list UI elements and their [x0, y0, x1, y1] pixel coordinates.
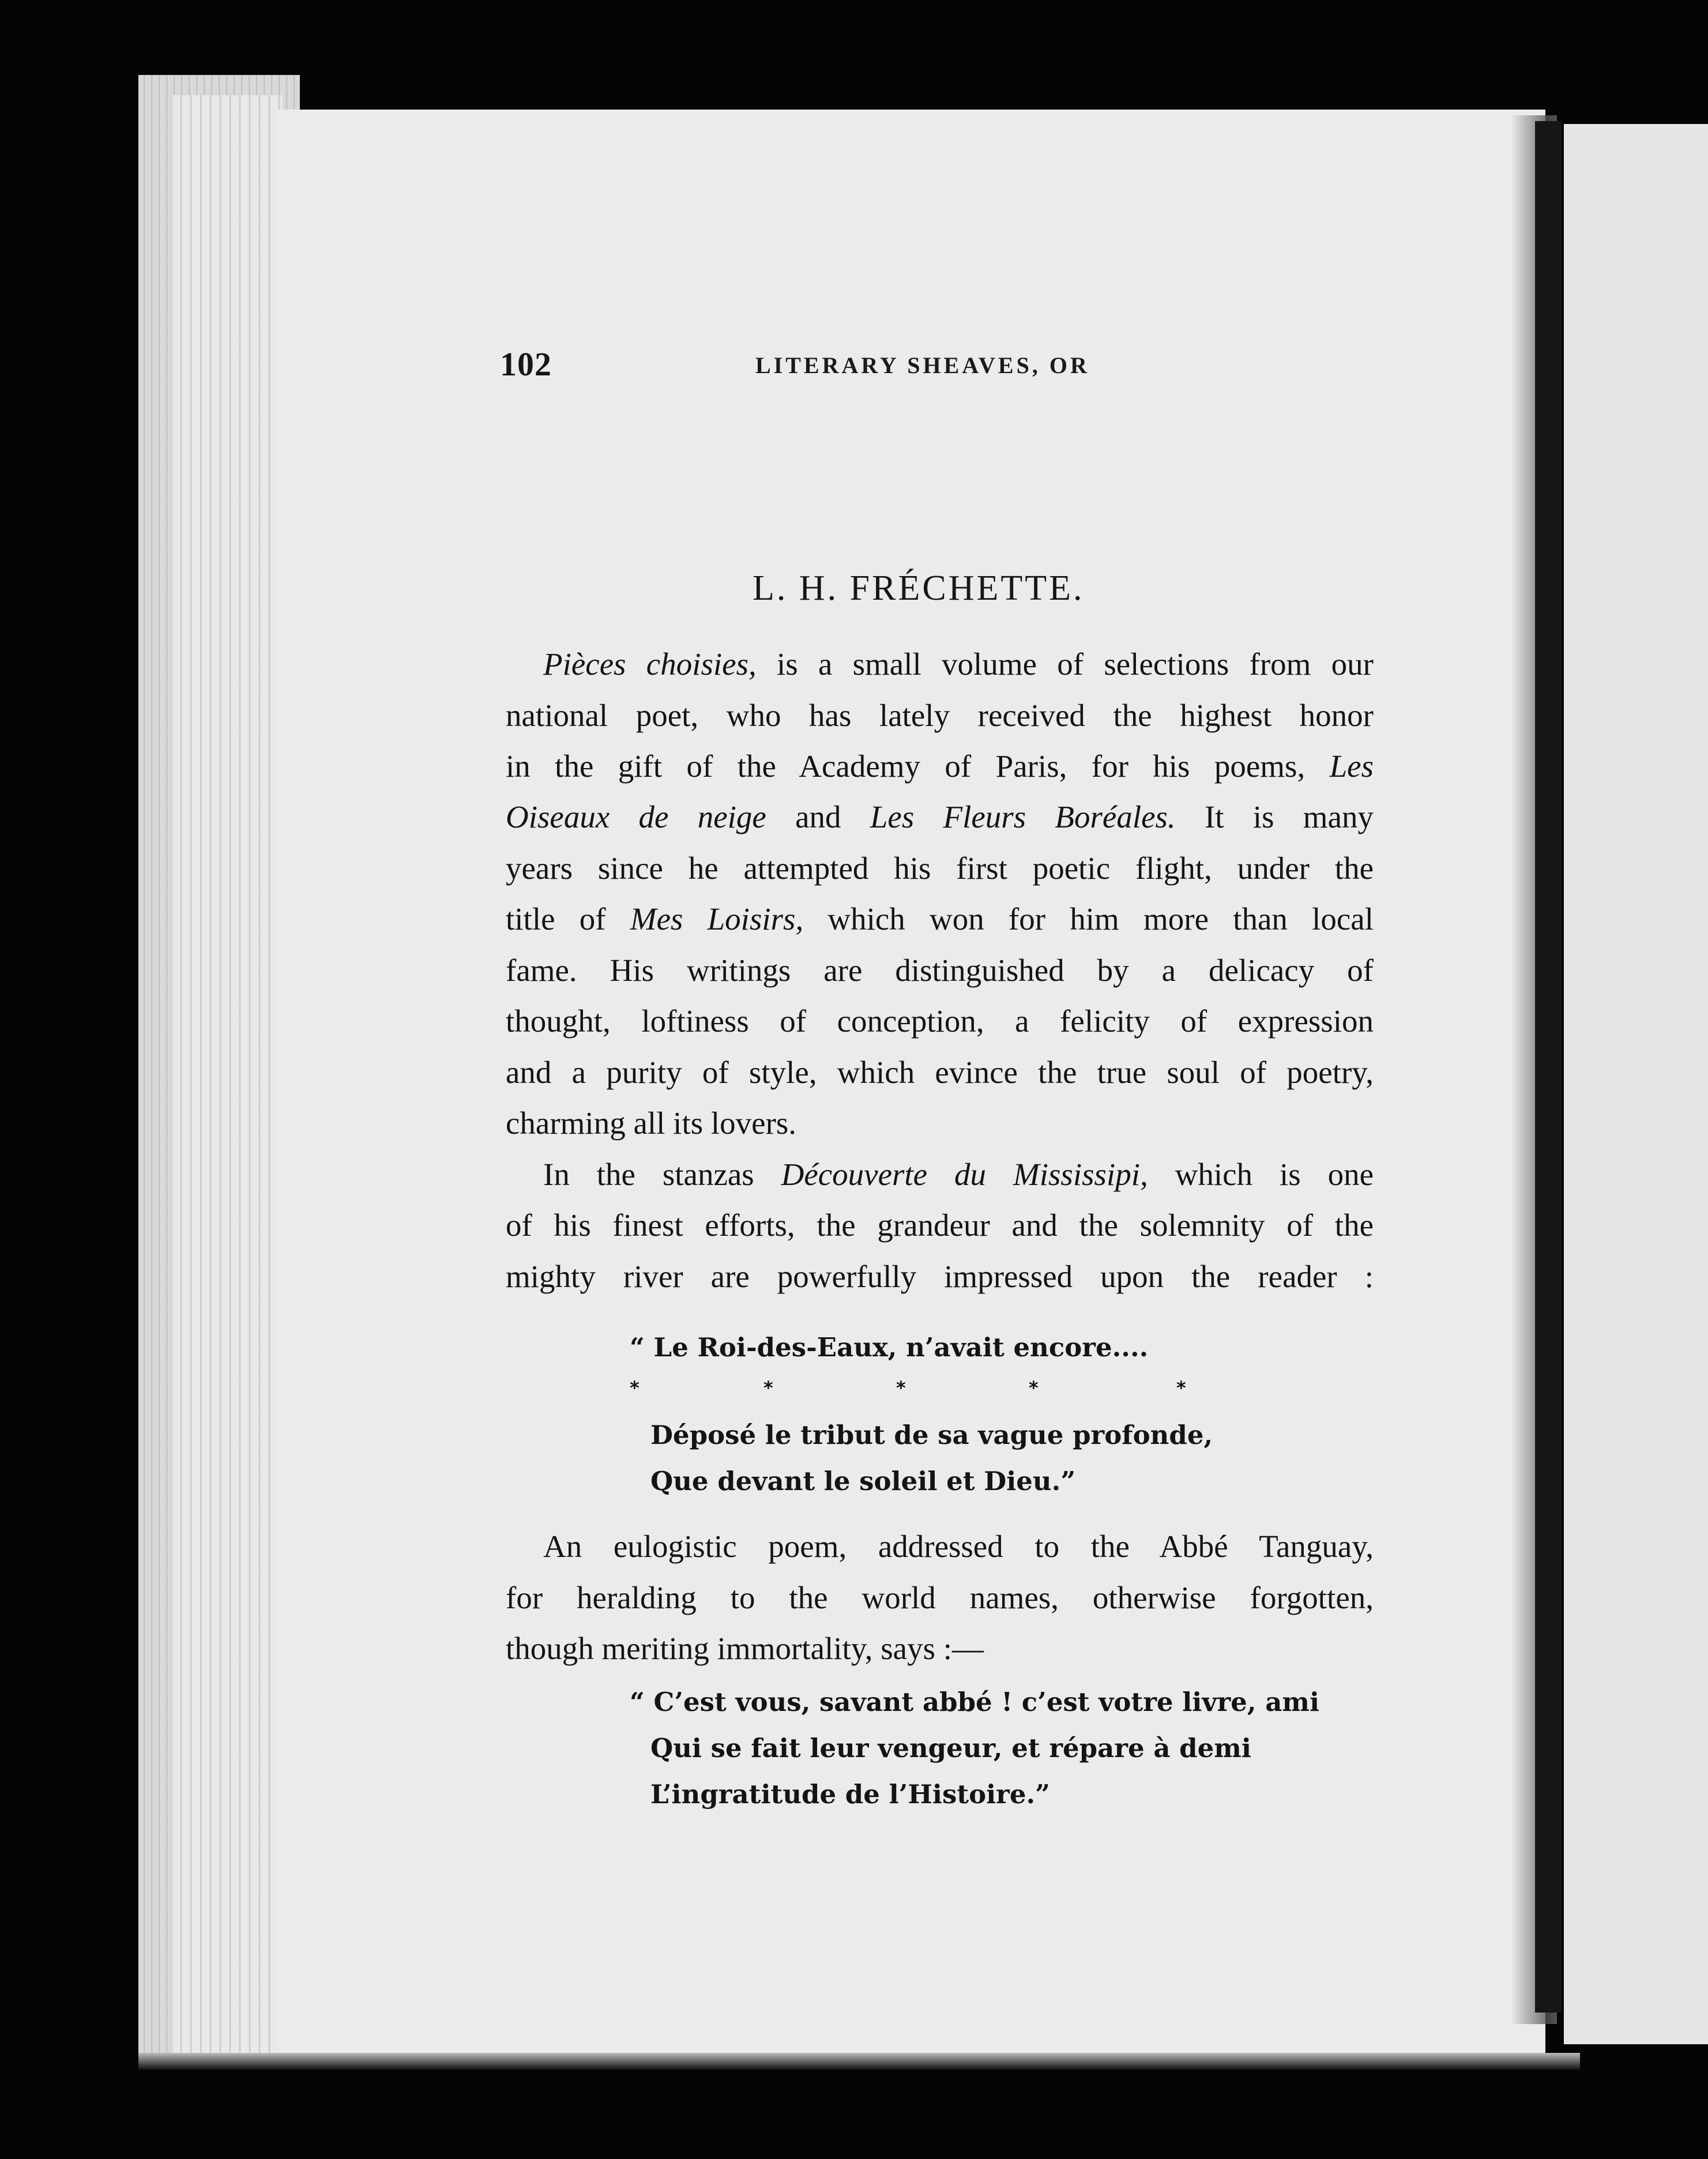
verse-line: Déposé le tribut de sa vague profonde,: [650, 1420, 1213, 1450]
running-title: LITERARY SHEAVES, OR: [755, 352, 1090, 378]
paragraph-line: [506, 896, 1374, 942]
text-span: which won for him more than local: [803, 901, 1374, 936]
paragraph-line: national poet, who has lately received the highest honor: [506, 698, 1374, 733]
ellipsis-star: *: [896, 1377, 906, 1399]
ellipsis-stars: [630, 1377, 1186, 1400]
verse-line: “ Le Roi-des-Eaux, n’avait encore....: [630, 1332, 1149, 1363]
verse-line: “ C’est vous, savant abbé ! c’est votre livre, ami: [630, 1687, 1320, 1717]
ellipsis-star: *: [763, 1377, 773, 1399]
paragraph-line: [506, 743, 1374, 789]
paragraph-line: [506, 1152, 1374, 1198]
text-span: which is one: [1148, 1157, 1374, 1192]
verse-line: L’ingratitude de l’Histoire.”: [650, 1779, 1051, 1810]
verse-line: Qui se fait leur vengeur, et répare à demi: [650, 1733, 1251, 1763]
book-title-italic: Les Fleurs Boréales.: [870, 799, 1176, 834]
running-head: [0, 345, 1708, 397]
verse-line: Que devant le soleil et Dieu.”: [650, 1466, 1076, 1496]
text-span: is a small volume of selections from our: [756, 646, 1374, 682]
paragraph-line: fame. His writings are distinguished by a delicacy of: [506, 953, 1374, 988]
text-span: and: [766, 799, 870, 834]
text-span: title of: [506, 901, 630, 936]
paragraph-line: mighty river are powerfully impressed upon the reader :: [506, 1259, 1374, 1294]
text-span: In the stanzas: [543, 1157, 781, 1192]
ellipsis-star: *: [630, 1377, 639, 1399]
book-title-italic: Pièces choisies,: [543, 646, 757, 682]
text-span: An eulogistic poem, addressed to the Abbé Tanguay,: [543, 1529, 1374, 1564]
book-spine: [1535, 121, 1562, 2013]
book-title-italic: Les: [1329, 748, 1374, 784]
paragraph-line: charming all its lovers.: [506, 1105, 797, 1141]
book-title-italic: Découverte du Mississipi,: [781, 1157, 1148, 1192]
page-bottom-edge: [138, 2053, 1580, 2070]
paragraph-line: and a purity of style, which evince the true soul of poetry,: [506, 1055, 1374, 1090]
ellipsis-star: *: [1176, 1377, 1186, 1399]
book-title-italic: Oiseaux de neige: [506, 799, 766, 834]
paragraph-line: for heralding to the world names, otherwise forgotten,: [506, 1580, 1374, 1615]
article-heading: L. H. FRÉCHETTE.: [753, 569, 1085, 608]
text-span: in the gift of the Academy of Paris, for his poems,: [506, 748, 1330, 784]
facing-page: [1564, 124, 1708, 2044]
paragraph-line: of his finest efforts, the grandeur and the solemnity of the: [506, 1208, 1374, 1243]
book-title-italic: Mes Loisirs,: [630, 901, 804, 936]
paragraph-line: years since he attempted his first poetic flight, under the: [506, 851, 1374, 886]
paragraph-line: thought, loftiness of conception, a felicity of expression: [506, 1003, 1374, 1039]
paragraph-line: [506, 1524, 1374, 1570]
paragraph-line: [506, 641, 1374, 687]
text-span: It is many: [1175, 799, 1374, 834]
ellipsis-star: *: [1029, 1377, 1039, 1399]
paragraph-line: though meriting immortality, says :—: [506, 1631, 984, 1666]
page-number: 102: [500, 345, 552, 383]
paragraph-line: [506, 794, 1374, 840]
